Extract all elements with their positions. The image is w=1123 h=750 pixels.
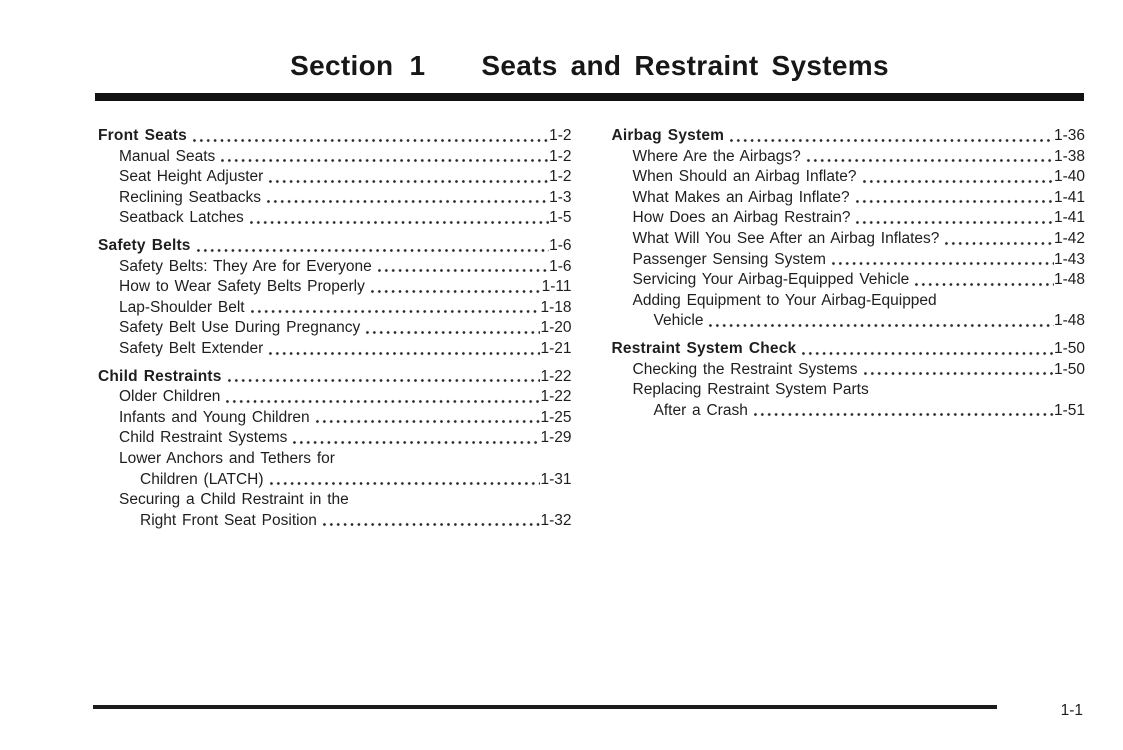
dot-leader [191,126,549,147]
toc-entry-label: Safety Belts: They Are for Everyone [119,257,372,275]
toc-entry-label: Vehicle [653,312,704,330]
dot-leader [224,387,540,408]
toc-entry-continuation [612,401,1086,422]
toc-section [98,367,572,532]
dot-leader [268,470,541,491]
toc-entry-label: Child Restraints [98,367,222,385]
toc-entry [98,277,572,298]
toc-entry [612,291,1086,312]
toc-entry-page: 1-5 [549,209,572,227]
toc-entry [612,270,1086,291]
toc-entry [98,408,572,429]
dot-leader [248,208,549,229]
toc-entry [98,298,572,319]
toc-entry-page: 1-2 [549,168,572,186]
toc-column-left [98,126,572,531]
toc-entry-label: What Makes an Airbag Inflate? [632,188,850,206]
dot-leader [265,188,549,209]
toc-section-heading [98,236,572,257]
dot-leader [249,298,541,319]
toc-entry [612,360,1086,381]
toc-entry-label: Passenger Sensing System [632,250,826,268]
toc-entry-page: 1-32 [540,511,572,529]
toc-entry-label: Seat Height Adjuster [119,168,264,186]
toc-entry-label: Where Are the Airbags? [632,147,801,165]
toc-entry-label: Front Seats [98,127,187,144]
dot-leader [314,408,541,429]
toc-entry-page: 1-48 [1053,271,1085,289]
toc-entry-page: 1-50 [1053,360,1085,378]
dot-leader [369,277,542,298]
toc-entry-label: Checking the Restraint Systems [632,360,858,378]
toc-entry [98,208,572,229]
toc-entry [98,449,572,470]
toc-entry-page: 1-29 [540,429,572,447]
dot-leader [376,257,549,278]
toc-entry-page: 1-25 [540,408,572,426]
page-title [95,50,1084,82]
toc-entry-page: 1-36 [1053,127,1085,144]
toc-entry-label: After a Crash [653,401,748,419]
toc-entry-page: 1-38 [1053,147,1085,165]
toc-entry-continuation [98,511,572,532]
footer-rule [93,705,997,709]
toc-entry [98,339,572,360]
dot-leader [800,339,1054,360]
dot-leader [267,167,549,188]
toc-section-heading [98,126,572,147]
toc-entry-page: 1-2 [549,127,572,144]
toc-entry [98,318,572,339]
dot-leader [707,311,1053,332]
dot-leader [364,318,540,339]
toc-entry-page: 1-21 [540,339,572,357]
toc-entry-page: 1-41 [1053,209,1085,227]
toc-entry-label: Older Children [119,388,221,406]
toc-entry [98,490,572,511]
toc-entry [98,188,572,209]
toc-entry-page: 1-18 [540,298,572,316]
toc-section [612,339,1086,421]
page-number: 1-1 [1060,702,1083,719]
toc-entry-page: 1-22 [540,388,572,406]
toc-entry-page: 1-50 [1053,339,1085,357]
section-label: Section 1 [290,50,426,81]
toc-entry [612,147,1086,168]
toc-entry-label: Lower Anchors and Tethers for [119,449,335,467]
dot-leader [854,208,1054,229]
toc-entry [612,380,1086,401]
toc-entry-page: 1-6 [549,257,572,275]
toc-entry-label: Servicing Your Airbag-Equipped Vehicle [632,271,910,289]
toc-entry [98,167,572,188]
toc-entry [98,428,572,449]
toc-entry [612,188,1086,209]
dot-leader [854,188,1054,209]
dot-leader [321,511,541,532]
dot-leader [913,270,1054,291]
toc-entry-label: Children (LATCH) [140,470,264,488]
toc-column-right [612,126,1086,531]
toc-entry-label: Right Front Seat Position [140,511,317,529]
toc-entry-label: Adding Equipment to Your Airbag-Equipped [632,291,937,309]
toc-entry-continuation [98,470,572,491]
toc-entry-page: 1-2 [549,147,572,165]
toc-entry-page: 1-31 [540,470,572,488]
title-rule [95,93,1084,101]
dot-leader [728,126,1054,147]
dot-leader [943,229,1054,250]
toc-section [612,126,1086,332]
toc-entry-page: 1-40 [1053,168,1085,186]
toc-section-heading [98,367,572,388]
toc-entry [98,147,572,168]
dot-leader [291,428,540,449]
toc-entry-label: Seatback Latches [119,209,244,227]
toc-entry-page: 1-42 [1053,229,1085,247]
toc-entry [612,250,1086,271]
toc-entry-page: 1-22 [540,367,572,385]
toc-entry-label: Lap-Shoulder Belt [119,298,245,316]
dot-leader [195,236,549,257]
dot-leader [752,401,1054,422]
toc-entry-page: 1-11 [541,278,572,296]
toc-entry-page: 1-41 [1053,188,1085,206]
dot-leader [219,147,549,168]
toc-entry-label: Safety Belt Extender [119,339,264,357]
toc-entry-label: What Will You See After an Airbag Inflates? [632,229,940,247]
section-title: Seats and Restraint Systems [481,50,889,81]
toc-entry-label: Reclining Seatbacks [119,188,261,206]
toc-section-heading [612,339,1086,360]
toc-entry-label: Child Restraint Systems [119,429,288,447]
toc-entry-page: 1-48 [1053,312,1085,330]
toc-section [98,126,572,229]
toc-entry-label: Airbag System [611,127,725,144]
dot-leader [805,147,1054,168]
toc-entry-page: 1-43 [1053,250,1085,268]
dot-leader [267,339,540,360]
toc-entry-page: 1-20 [540,319,572,337]
dot-leader [861,167,1054,188]
toc-entry-label: Safety Belts [98,236,191,254]
toc-entry [612,229,1086,250]
toc-entry-label: Safety Belt Use During Pregnancy [119,319,361,337]
toc-entry [98,387,572,408]
toc-entry [612,167,1086,188]
toc-entry-page: 1-6 [549,236,572,254]
toc-entry-label: Manual Seats [119,147,216,165]
toc-section [98,236,572,360]
dot-leader [830,250,1054,271]
toc-entry-label: Restraint System Check [611,339,797,357]
toc-entry-label: How Does an Airbag Restrain? [632,209,851,227]
toc-entry [612,208,1086,229]
toc-entry-continuation [612,311,1086,332]
toc-entry-label: How to Wear Safety Belts Properly [119,278,365,296]
dot-leader [862,360,1054,381]
toc-entry-label: Infants and Young Children [119,408,310,426]
toc-entry-label: Replacing Restraint System Parts [632,381,869,399]
toc-entry [98,257,572,278]
toc-entry-label: Securing a Child Restraint in the [119,491,349,509]
toc-entry-page: 1-51 [1053,401,1085,419]
table-of-contents [98,126,1085,531]
toc-section-heading [612,126,1086,147]
dot-leader [226,367,541,388]
toc-entry-page: 1-3 [549,188,572,206]
toc-entry-label: When Should an Airbag Inflate? [632,168,857,186]
